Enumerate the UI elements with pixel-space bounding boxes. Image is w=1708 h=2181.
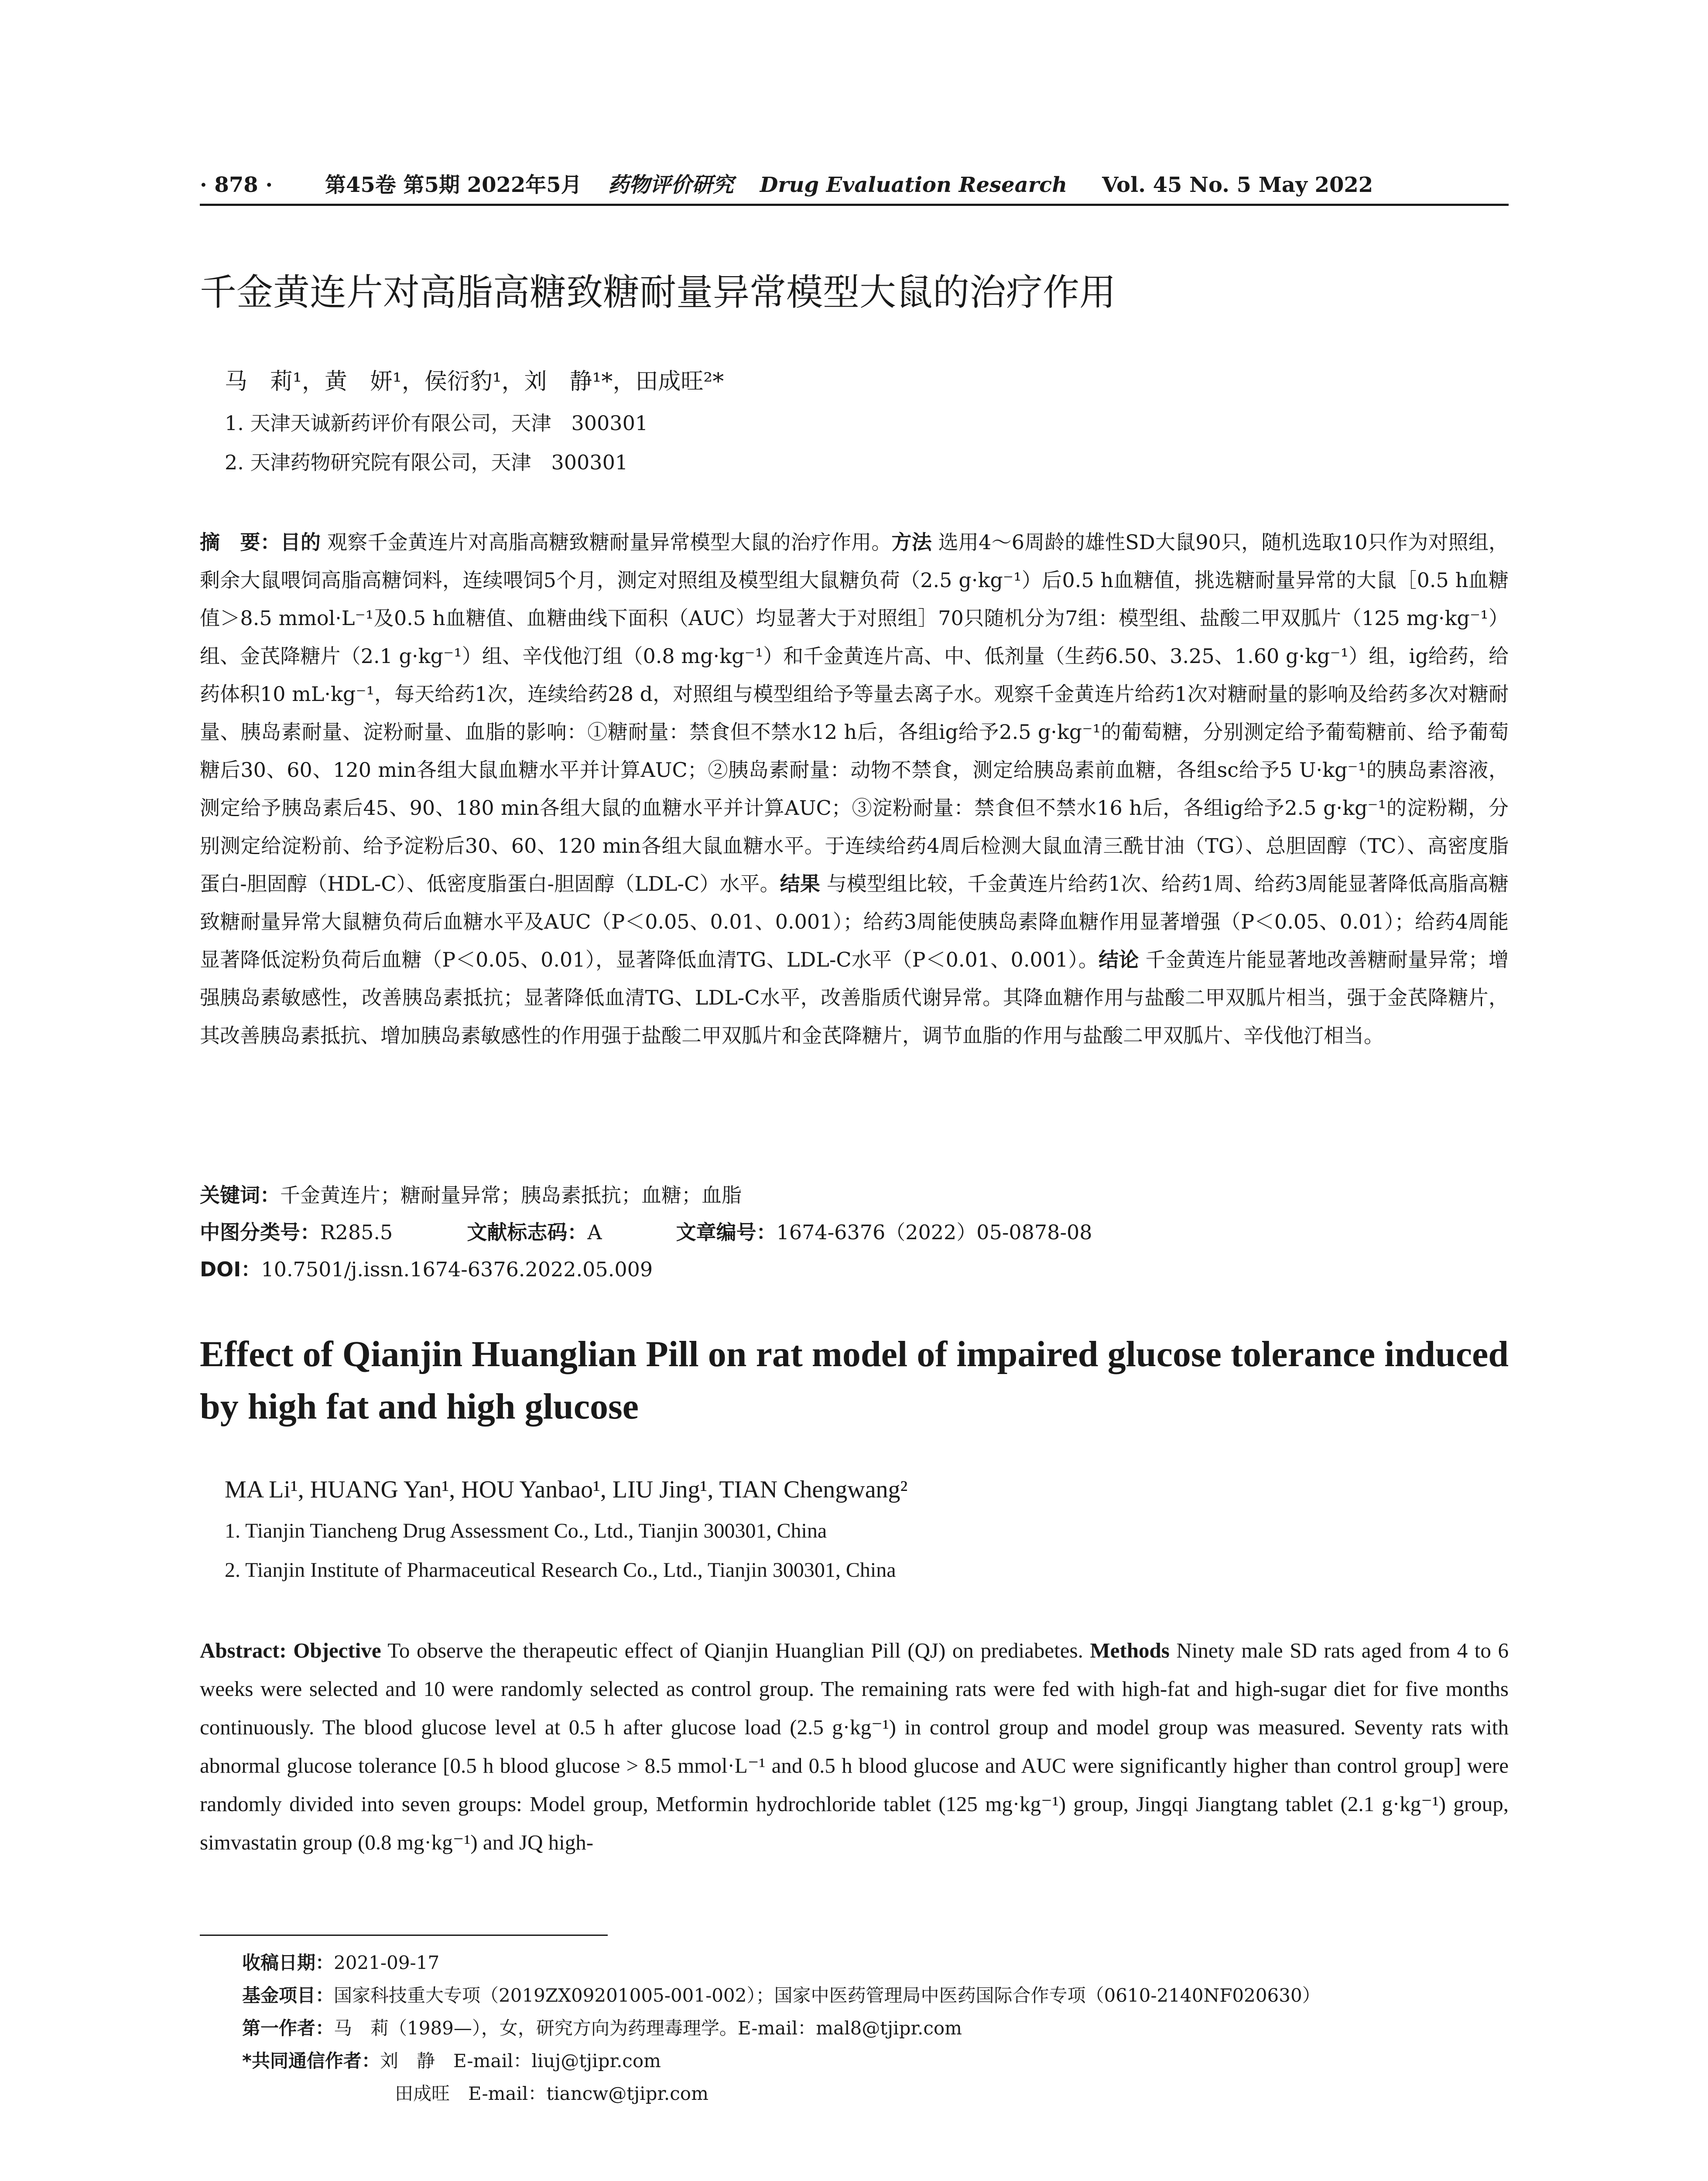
clc-value: R285.5 <box>320 1220 393 1244</box>
conclusion-label-cn: 结论 <box>1099 948 1139 971</box>
volume-cn: 第45卷 第5期 2022年5月 <box>325 173 582 197</box>
affiliation-cn-2: 2. 天津药物研究院有限公司，天津 300301 <box>225 451 628 474</box>
first-author-label: 第一作者： <box>242 2017 334 2039</box>
doc-code-label: 文献标志码： <box>467 1220 588 1244</box>
abstract-cn <box>200 523 1509 1055</box>
received-label: 收稿日期： <box>242 1952 334 1973</box>
doi-label: DOI： <box>200 1258 261 1281</box>
footnote-corresponding <box>242 2048 661 2074</box>
doi-line <box>200 1252 1509 1287</box>
footnote-received <box>242 1950 439 1976</box>
footnote-first-author <box>242 2015 962 2041</box>
affiliation-en-1: 1. Tianjin Tiancheng Drug Assessment Co., Ltd., Tianjin 300301, China <box>225 1519 827 1542</box>
corresponding-author-1: 刘 静 E-mail：liuj@tjipr.com <box>380 2050 661 2072</box>
authors-cn: 马 莉¹，黄 妍¹，侯衍豹¹，刘 静¹*，田成旺²* <box>225 369 724 395</box>
abstract-en <box>200 1631 1509 1862</box>
methods-label-en: Methods <box>1083 1638 1170 1662</box>
methods-label-cn: 方法 <box>891 530 932 554</box>
abstract-en-label: Abstract: <box>200 1638 287 1662</box>
header-divider <box>200 204 1509 206</box>
objective-label-en: Objective <box>286 1638 381 1662</box>
methods-text-en: Ninety male SD rats aged from 4 to 6 weeks were selected and 10 were randomly selected as control group. The remaining rats were fed with high-fat and high-sugar diet for five months continuously. The blood glucose level at 0.5 h after glucose load (2.5 g·kg⁻¹) in control group and model group was measured. Seventy rats with abnormal glucose tolerance [0.5 h blood glucose > 8.5 mmol·L⁻¹ and 0.5 h blood glucose and AUC were significantly higher than control group] were randomly divided into seven groups: Model group, Metformin hydrochloride tablet (125 mg·kg⁻¹) group, Jingqi Jiangtang tablet (2.1 g·kg⁻¹) group, simvastatin group (0.8 mg·kg⁻¹) and JQ high- <box>200 1638 1509 1854</box>
article-number-label: 文章编号： <box>676 1220 777 1244</box>
doi-value: 10.7501/j.issn.1674-6376.2022.05.009 <box>261 1258 653 1281</box>
clc-label: 中图分类号： <box>200 1220 320 1244</box>
volume-en: Vol. 45 No. 5 May 2022 <box>1102 173 1373 197</box>
title-cn: 千金黄连片对高脂高糖致糖耐量异常模型大鼠的治疗作用 <box>200 271 1116 314</box>
page-number: · 878 · <box>200 173 273 197</box>
doc-code-value: A <box>587 1220 602 1244</box>
corresponding-author-2: 田成旺 E-mail：tiancw@tjipr.com <box>395 2083 709 2104</box>
footnote-fund <box>242 1983 1321 2009</box>
received-date: 2021-09-17 <box>334 1952 440 1973</box>
footnote-divider <box>200 1935 608 1936</box>
corresponding-label: *共同通信作者： <box>242 2050 380 2072</box>
affiliation-cn-1: 1. 天津天诚新药评价有限公司，天津 300301 <box>225 411 648 435</box>
fund-text: 国家科技重大专项（2019ZX09201005-001-002）；国家中医药管理局中医药国际合作专项（0610-2140NF020630） <box>334 1985 1321 2006</box>
results-text-cn: 与模型组比较，千金黄连片给药1次、给药1周、给药3周能显著降低高脂高糖致糖耐量异常大鼠糖负荷后血糖水平及AUC（P＜0.05、0.01、0.001）；给药3周能使胰岛素降血糖作用显著增强（P＜0.05、0.01）；给药4周能显著降低淀粉负荷后血糖（P＜0.05、0.01），显著降低血清TG、LDL-C水平（P＜0.01、0.001）。 <box>200 872 1509 971</box>
abstract-cn-label: 摘 要： <box>200 530 281 554</box>
classification-line <box>200 1215 1509 1250</box>
objective-text-en: To observe the therapeutic effect of Qianjin Huanglian Pill (QJ) on prediabetes. <box>381 1638 1083 1662</box>
fund-label: 基金项目： <box>242 1985 334 2006</box>
keywords-label: 关键词： <box>200 1183 280 1207</box>
keywords <box>200 1178 1509 1213</box>
objective-label-cn: 目的 <box>280 530 321 554</box>
title-en: Effect of Qianjin Huanglian Pill on rat model of impaired glucose tolerance induced by high fat and high glucose <box>200 1334 1509 1427</box>
journal-name-cn: 药物评价研究 <box>608 173 734 197</box>
methods-text-cn: 选用4～6周龄的雄性SD大鼠90只，随机选取10只作为对照组，剩余大鼠喂饲高脂高糖饲料，连续喂饲5个月，测定对照组及模型组大鼠糖负荷（2.5 g·kg⁻¹）后0.5 h血糖值，挑选糖耐量异常的大鼠［0.5 h血糖值＞8.5 mmol·L⁻¹及0.5 h血糖值、血糖曲线下面积（AUC）均显著大于对照组］70只随机分为7组：模型组、盐酸二甲双胍片（125 mg·kg⁻¹）组、金芪降糖片（2.1 g·kg⁻¹）组、辛伐他汀组（0.8 mg·kg⁻¹）和千金黄连片高、中、低剂量（生药6.50、3.25、1.60 g·kg⁻¹）组，ig给药，给药体积10 mL·kg⁻¹，每天给药1次，连续给药28 d，对照组与模型组给予等量去离子水。观察千金黄连片给药1次对糖耐量的影响及给药多次对糖耐量、胰岛素耐量、淀粉耐量、血脂的影响：①糖耐量：禁食但不禁水12 h后，各组ig给予2.5 g·kg⁻¹的葡萄糖，分别测定给予葡萄糖前、给予葡萄糖后30、60、120 min各组大鼠血糖水平并计算AUC；②胰岛素耐量：动物不禁食，测定给胰岛素前血糖，各组sc给予5 U·kg⁻¹的胰岛素溶液，测定给予胰岛素后45、90、180 min各组大鼠的血糖水平并计算AUC；③淀粉耐量：禁食但不禁水16 h后，各组ig给予2.5 g·kg⁻¹的淀粉糊，分别测定给淀粉前、给予淀粉后30、60、120 min各组大鼠血糖水平。于连续给药4周后检测大鼠血清三酰甘油（TG）、总胆固醇（TC）、高密度脂蛋白-胆固醇（HDL-C）、低密度脂蛋白-胆固醇（LDL-C）水平。 <box>200 530 1509 896</box>
journal-name-en: Drug Evaluation Research <box>760 173 1068 197</box>
affiliation-en-2: 2. Tianjin Institute of Pharmaceutical Research Co., Ltd., Tianjin 300301, China <box>225 1559 896 1582</box>
running-header <box>200 168 1509 198</box>
conclusion-text-cn: 千金黄连片能显著地改善糖耐量异常；增强胰岛素敏感性，改善胰岛素抵抗；显著降低血清TG、LDL-C水平，改善脂质代谢异常。其降血糖作用与盐酸二甲双胍片相当，强于金芪降糖片，其改善胰岛素抵抗、增加胰岛素敏感性的作用强于盐酸二甲双胍片和金芪降糖片，调节血脂的作用与盐酸二甲双胍片、辛伐他汀相当。 <box>200 948 1509 1047</box>
keywords-text: 千金黄连片；糖耐量异常；胰岛素抵抗；血糖；血脂 <box>280 1183 742 1207</box>
first-author-text: 马 莉（1989—），女，研究方向为药理毒理学。E-mail：mal8@tjipr.com <box>334 2017 962 2039</box>
authors-en: MA Li¹, HUANG Yan¹, HOU Yanbao¹, LIU Jing¹, TIAN Chengwang² <box>225 1476 908 1503</box>
article-number-value: 1674-6376（2022）05-0878-08 <box>776 1220 1092 1244</box>
results-label-cn: 结果 <box>780 872 820 896</box>
objective-text-cn: 观察千金黄连片对高脂高糖致糖耐量异常模型大鼠的治疗作用。 <box>321 530 892 554</box>
